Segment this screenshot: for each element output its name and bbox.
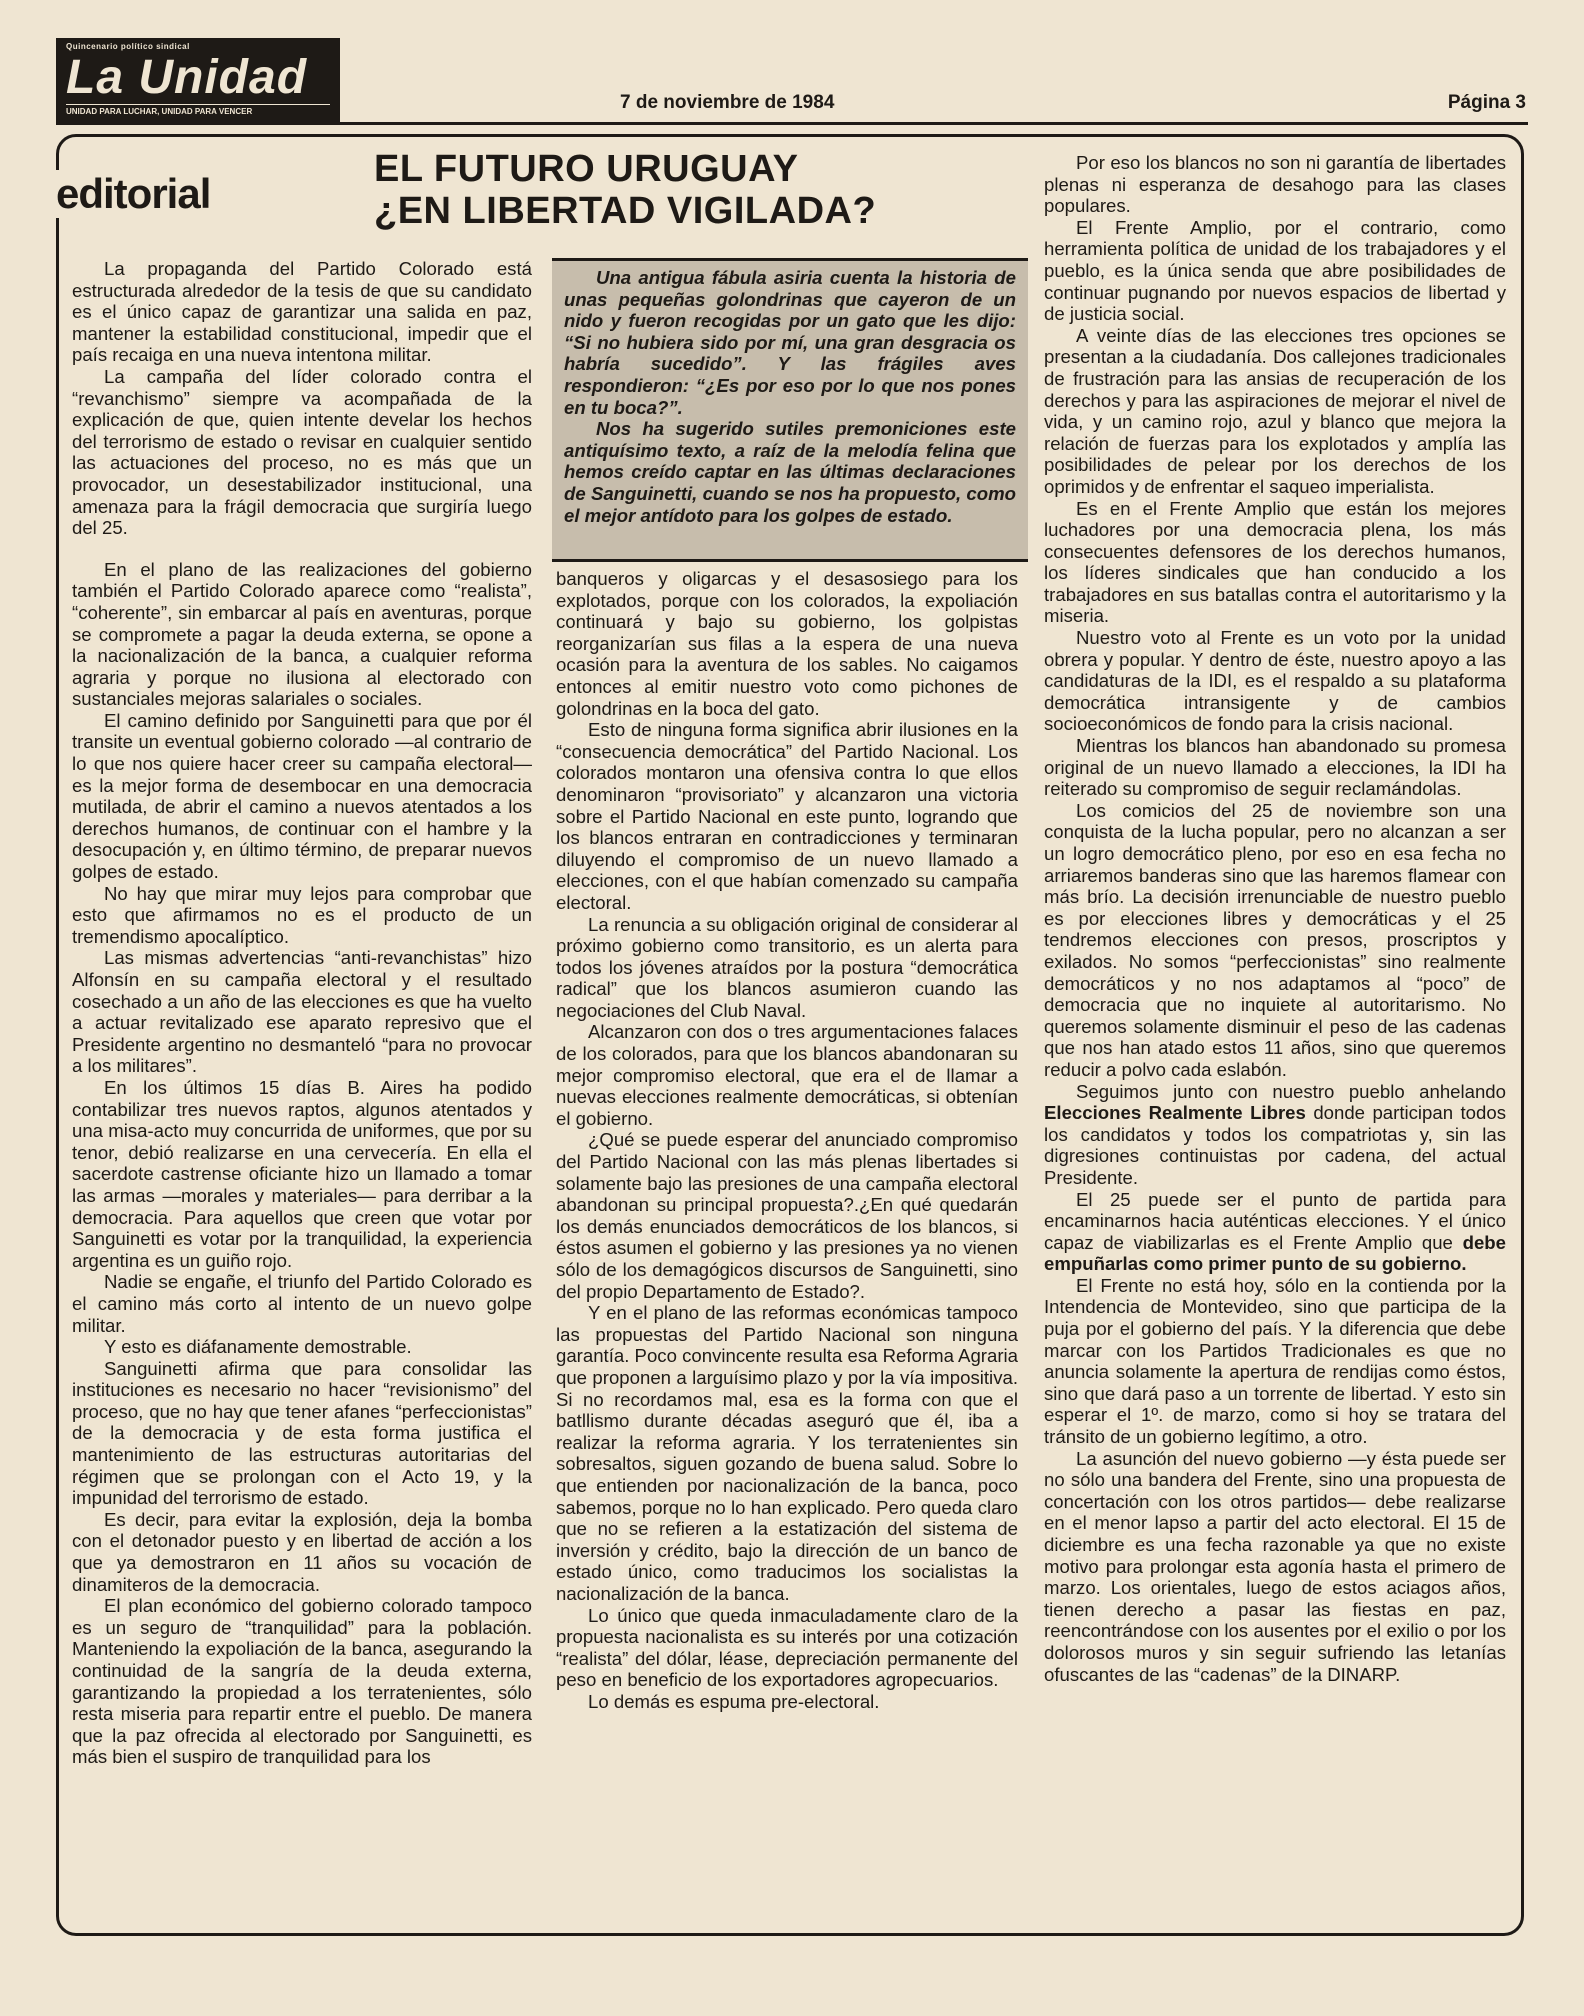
masthead-supertitle: Quincenario político sindical bbox=[66, 42, 190, 51]
masthead-slogan: UNIDAD PARA LUCHAR, UNIDAD PARA VENCER bbox=[66, 104, 330, 116]
paragraph: Esto de ninguna forma significa abrir ilusiones en la “consecuencia democrática” del Partido Nacional. Los colorados montaron una ofensiva contra lo que ellos denominaron “provisoriato” y alcanzaron una victoria sobre el Partido Nacional en este punto, logrando que los blancos entraran en contradicciones y terminaran diluyendo el compromiso de un nuevo llamado a elecciones, con el que habían comenzado su campaña electoral. bbox=[556, 719, 1018, 913]
paragraph: Lo único que queda inmaculadamente claro de la propuesta nacionalista es su interés por una cotización “realista” del dólar, léase, depreciación permanente del peso en beneficio de los exportadores agropecuarios. bbox=[556, 1604, 1018, 1691]
paragraph: Es decir, para evitar la explosión, deja la bomba con el detonador puesto y en libertad de acción a los que ya demostraron en 11 años su vocación de dinamiteros de la democracia. bbox=[72, 1508, 532, 1595]
paragraph: Lo demás es espuma pre-electoral. bbox=[588, 1690, 880, 1712]
paragraph: El Frente Amplio, por el contrario, como herramienta política de unidad de los trabajadores y el pueblo, es la única senda que abre posibilidades de continuar pugnando por nuevos espacios de libertad y de justicia social. bbox=[1044, 216, 1506, 325]
headline-line-2: ¿EN LIBERTAD VIGILADA? bbox=[374, 190, 877, 232]
paragraph: Y en el plano de las reformas económicas tampoco las propuestas del Partido Nacional son ninguna garantía. Poco convincente resulta esa Reforma Agraria que proponen a larguísimo plazo y por la vía impositiva. Si no recordamos mal, esa es la forma con que el batllismo durante décadas aseguró que él, iba a realizar la reforma agraria. Y los terratenientes sin sobresaltos, siguen gozando de buena salud. Sobre lo que entienden por nacionalización de la banca, poco sabemos, porque no lo han explicado. Pero queda claro que no se refieren a la estatización del sistema de inversión y crédito, bajo la dirección de un banco de estado único, como traducimos los socialistas la nacionalización de la banca. bbox=[556, 1302, 1018, 1604]
paragraph: ¿Qué se puede esperar del anunciado compromiso del Partido Nacional con las más plenas libertades si solamente bajo las presiones de una campaña electoral abandonan su principal propuesta?.¿En qué quedarán los demás enunciados democráticos de los blancos, si éstos asumen el gobierno y las presiones ya no vienen sólo de los demagógicos discursos de Sanguinetti, sino del propio Departamento de Estado?. bbox=[556, 1129, 1018, 1302]
paragraph: El camino definido por Sanguinetti para que por él transite un eventual gobierno colorado —al contrario de lo que nos quiere hacer creer su campaña electoral— es la mejor forma de desembocar en una democracia mutilada, de abrir el camino a nuevos atentados a los derechos humanos, de continuar con el hambre y la desocupación y, en último término, de preparar nuevos golpes de estado. bbox=[72, 709, 532, 883]
paragraph: La propaganda del Partido Colorado está estructurada alrededor de la tesis de que su candidato es el único capaz de garantizar una salida en paz, mantener la estabilidad constitucional, impedir que el país recaiga en una nueva intentona militar. bbox=[72, 258, 532, 366]
headline-line-1: EL FUTURO URUGUAY bbox=[374, 148, 799, 190]
paragraph: La campaña del líder colorado contra el “revanchismo” siempre va acompañada de la explicación de que, quien intente develar los hechos del terrorismo de estado o revisar en cualquier sentido las actuaciones del proceso, no es más que un provocador, un desestabilizador institucional, una amenaza para la frágil democracia que surgiría luego del 25. bbox=[72, 365, 532, 539]
paragraph: Nuestro voto al Frente es un voto por la unidad obrera y popular. Y dentro de éste, nuestro apoyo a las candidaturas de la IDI, es el respaldo a su plataforma democrática intransigente y de cambios socioeconómicos de fondo para la crisis nacional. bbox=[1044, 627, 1506, 735]
bold-phrase: debe empuñarlas como primer punto de su gobierno. bbox=[1044, 1231, 1506, 1275]
paragraph: Es en el Frente Amplio que están los mejores luchadores por una democracia plena, los más consecuentes defensores de los derechos humanos, los líderes sindicales que han conducido a los trabajadores en sus batallas contra el autoritarismo y la miseria. bbox=[1044, 497, 1506, 627]
paragraph: En el plano de las realizaciones del gobierno también el Partido Colorado aparece como “realista”, “coherente”, sin embarcar al país en aventuras, porque se compromete a pagar la deuda externa, se opone a la nacionalización de la banca, a cualquier reforma agraria y porque no ilusiona al electorado con sustanciales mejoras salariales o sociales. bbox=[72, 558, 532, 710]
masthead-logo bbox=[56, 38, 340, 122]
paragraph: No hay que mirar muy lejos para comprobar que esto que afirmamos no es el producto de un tremendismo apocalíptico. bbox=[72, 882, 532, 947]
quote-paragraph: Nos ha sugerido sutiles premoniciones este antiquísimo texto, a raíz de la melodía felina que hemos creído captar en las últimas declaraciones de Sanguinetti, cuando se nos ha propuesto, como el mejor antídoto para los golpes de estado. bbox=[564, 418, 1016, 526]
paragraph bbox=[1044, 1081, 1506, 1189]
paragraph: Nadie se engañe, el triunfo del Partido Colorado es el camino más corto al intento de un nuevo golpe militar. bbox=[72, 1271, 532, 1336]
text-run: Seguimos junto con nuestro pueblo anhelando bbox=[1076, 1080, 1506, 1102]
paragraph: Las mismas advertencias “anti-revanchistas” hizo Alfonsín en su campaña electoral y el resultado cosechado a un año de las elecciones es que ha vuelto a actuar revitalizado ese aparato represivo que el Presidente argentino no desmanteló “para no provocar a los militares”. bbox=[72, 947, 532, 1077]
page-number: Página 3 bbox=[1447, 92, 1526, 113]
section-label: editorial bbox=[56, 170, 218, 218]
paragraph: En los últimos 15 días B. Aires ha podido contabilizar tres nuevos raptos, algunos atentados y una misa-acto muy concurrida de uniformes, que por su tenor, debió realizarse en una cervecería. En ella el sacerdote castrense oficiante hizo un llamado a tomar las armas —morales y materiales— para derribar a la democracia. Para aquellos que creen que votar por Sanguinetti es votar por la tranquilidad, la experiencia argentina es un guiño rojo. bbox=[72, 1076, 532, 1271]
paragraph: Mientras los blancos han abandonado su promesa original de un nuevo llamado a elecciones, la IDI ha reiterado su compromiso de seguir reclamándolas. bbox=[1044, 735, 1506, 800]
paragraph: A veinte días de las elecciones tres opciones se presentan a la ciudadanía. Dos callejones tradicionales de frustración para las ansias de recuperación de los derechos y para las aspiraciones de mejorar el nivel de vida, y un camino rojo, azul y blanco que mejora la relación de fuerzas para los explotados y amplía las posibilidades de pelear por los derechos de los oprimidos y de enfrentar el saqueo imperialista. bbox=[1044, 324, 1506, 497]
paragraph: Sanguinetti afirma que para consolidar las instituciones es necesario no hacer “revisionismo” del proceso, que no hay que tener afanes “perfeccionistas” de la democracia y de esta forma justifica el mantenimiento de las estructuras autoritarias del régimen que se prolongan con el Acto 19, y la impunidad del terrorismo de estado. bbox=[72, 1357, 532, 1509]
paragraph: El plan económico del gobierno colorado tampoco es un seguro de “tranquilidad” para la población. Manteniendo la expoliación de la banca, asegurando la continuidad de la sangría de la deuda externa, garantizando la propiedad a los terratenientes, sólo resta miseria para repartir entre el pueblo. De manera que la paz ofrecida al electorado por Sanguinetti, es más bien el suspiro de tranquilidad para los bbox=[72, 1595, 532, 1768]
column-3 bbox=[1044, 152, 1506, 1928]
text-run: El 25 puede ser el punto de partida para encaminarnos hacia auténticas elecciones. Y el único capaz de viabilizarlas es el Frente Amplio que bbox=[1044, 1188, 1506, 1253]
text-run: donde participan todos los candidatos y todos los compatriotas y, sin las digresiones continuistas por cadena, del actual Presidente. bbox=[1044, 1102, 1506, 1188]
paragraph: Los comicios del 25 de noviembre son una conquista de la lucha popular, pero no alcanzan a ser un logro democrático pleno, por eso en esa fecha no arriaremos banderas sino que las haremos flamear con más brío. La decisión irrenunciable de nuestro pueblo es por elecciones libres y democráticas y el 25 tendremos elecciones con presos, proscriptos y exilados. No somos “perfeccionistas” sino realmente democráticos y no nos adaptamos al “poco” de democracia que no inquiete al autoritarismo. No queremos solamente disminuir el peso de las cadenas que nos han atado estos 11 años, sino que queremos reducir a polvo cada eslabón. bbox=[1044, 799, 1506, 1080]
masthead-name: La Unidad bbox=[66, 51, 308, 104]
paragraph bbox=[1044, 1189, 1506, 1275]
paragraph: Por eso los blancos no son ni garantía de libertades plenas ni esperanza de desahogo para las clases populares. bbox=[1044, 152, 1506, 217]
column-1 bbox=[72, 258, 532, 1928]
paragraph: La asunción del nuevo gobierno —y ésta puede ser no sólo una bandera del Frente, sino una propuesta de concertación con los otros partidos— debe realizarse en el menor lapso a partir del acto electoral. El 15 de diciembre es una fecha razonable ya que no existe motivo para prolongar esta agonía hasta el primero de marzo. Los orientales, luego de estos aciagos años, tienen derecho a pasar las fiestas en paz, reencontrándose con los ausentes por el exilio o por los dolorosos muros y sin seguir sufriendo las letanías ofuscantes de las “cadenas” de la DINARP. bbox=[1044, 1447, 1506, 1685]
paragraph: La renuncia a su obligación original de considerar al próximo gobierno como transitorio, es un alerta para todos los jóvenes atraídos por la postura “democrática radical” que los blancos asumieron cuando las negociaciones del Club Naval. bbox=[556, 913, 1018, 1021]
fable-quote-box bbox=[552, 258, 1028, 562]
paragraph: Y esto es diáfanamente demostrable. bbox=[104, 1336, 412, 1358]
quote-paragraph: Una antigua fábula asiria cuenta la historia de unas pequeñas golondrinas que cayeron de un nido y fueron recogidas por un gato que les dijo: “Si no hubiera sido por mí, una gran desgracia os habría sucedido”. Y las frágiles aves respondieron: “¿Es por eso por lo que nos pones en tu boca?”. bbox=[564, 267, 1016, 418]
header-rule bbox=[56, 122, 1528, 125]
issue-date: 7 de noviembre de 1984 bbox=[620, 92, 835, 113]
paragraph: Alcanzaron con dos o tres argumentaciones falaces de los colorados, para que los blancos abandonaran su mejor compromiso electoral, que era el de llamar a nuevas elecciones realmente democráticas, si obtenían el gobierno. bbox=[556, 1021, 1018, 1129]
paragraph: El Frente no está hoy, sólo en la contienda por la Intendencia de Montevideo, sino que participa de la puja por el gobierno del país. Y la diferencia que debe marcar con los Partidos Tradicionales es que no anuncia solamente la apertura de rendijas como éstos, sino que dará paso a un torrente de libertad. Y esto sin esperar el 1º. de marzo, como si hoy se tratara del tránsito de un gobierno legítimo, a otro. bbox=[1044, 1274, 1506, 1448]
column-2 bbox=[556, 568, 1018, 1928]
bold-phrase: Elecciones Realmente Libres bbox=[1044, 1102, 1306, 1124]
paragraph: banqueros y oligarcas y el desasosiego para los explotados, porque con los colorados, la expoliación continuará y bajo su gobierno, los golpistas reorganizarían sus filas a la espera de una nueva ocasión para la aventura de los sables. No caigamos entonces al emitir nuestro voto como pichones de golondrinas en la boca del gato. bbox=[556, 568, 1018, 719]
headline bbox=[374, 148, 1014, 232]
